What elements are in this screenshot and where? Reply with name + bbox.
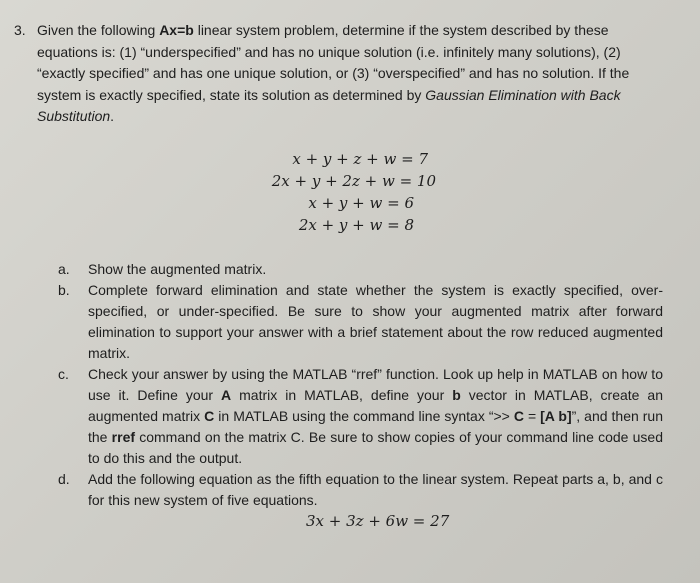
intro-text: Given the following [37,22,160,38]
fifth-equation: 3x + 3z + 6w = 27 [306,512,450,530]
part-c-bold-rref: rref [111,429,136,445]
equation-system [200,148,460,236]
part-b-text: Complete forward elimination and state whether the system is exactly specified, over-specified, or under-specified. Be sure to show your augmented matrix after forward elimination to support your answer with a brief statement about the row reduced augmented matrix. [88,282,663,361]
intro-method: Gaussian Elimination with Back Substitution [37,86,621,124]
part-c-text-2: matrix in MATLAB, define your [231,387,453,403]
intro-end: . [110,108,115,124]
part-c-bold-c2: C [513,408,524,424]
equation-4: 2x + y + w = 8 [298,216,414,234]
part-c [58,364,663,469]
intro-text-continued: linear system problem, determine if the system described by these equations is: (1) “underspecified” and has no unique solution (i.e. infinitely many solutions), (2) “exactly specified” and has one unique solution, or (3) “overspecified” and has no solution. If the system is exactly specified, state its solution as determined by [37,22,630,103]
part-a-text: Show the augmented matrix. [88,261,267,277]
part-c-bold-c: C [204,408,215,424]
part-d-text: Add the following equation as the fifth equation to the linear system. Repeat parts a, b, and c for this new system of five equations. [88,471,663,508]
part-c-label: c. [58,366,69,382]
part-b-label: b. [58,282,70,298]
question-intro [37,20,662,128]
part-b [58,280,663,364]
part-c-text-1: Check your answer by using the MATLAB “rref” function. Look up help in MATLAB on how to use it. Define your [88,366,663,403]
part-c-text-7: command on the matrix C. Be sure to show copies of your command line code used to do this and the output. [88,429,663,466]
part-c-text [88,364,663,469]
equation-1: x + y + z + w = 7 [292,150,428,168]
question-parts [58,259,663,511]
part-c-text-3: vector in MATLAB, create an augmented matrix [88,387,663,424]
part-c-text-4: in MATLAB using the command line syntax “>> [214,408,514,424]
question-number: 3. [14,22,26,38]
part-c-text-6: ”, and then run the [88,408,663,445]
equation-2: 2x + y + 2z + w = 10 [271,172,436,190]
part-a [58,259,663,280]
part-c-bold-ab: [A b] [540,408,572,424]
part-a-label: a. [58,261,70,277]
part-d-label: d. [58,471,70,487]
part-c-bold-a: A [221,387,232,403]
part-c-bold-b: b [452,387,461,403]
part-d [58,469,663,511]
equation-3: x + y + w = 6 [308,194,414,212]
part-c-text-5: = [523,408,541,424]
intro-bold-axb: Ax=b [159,22,194,38]
